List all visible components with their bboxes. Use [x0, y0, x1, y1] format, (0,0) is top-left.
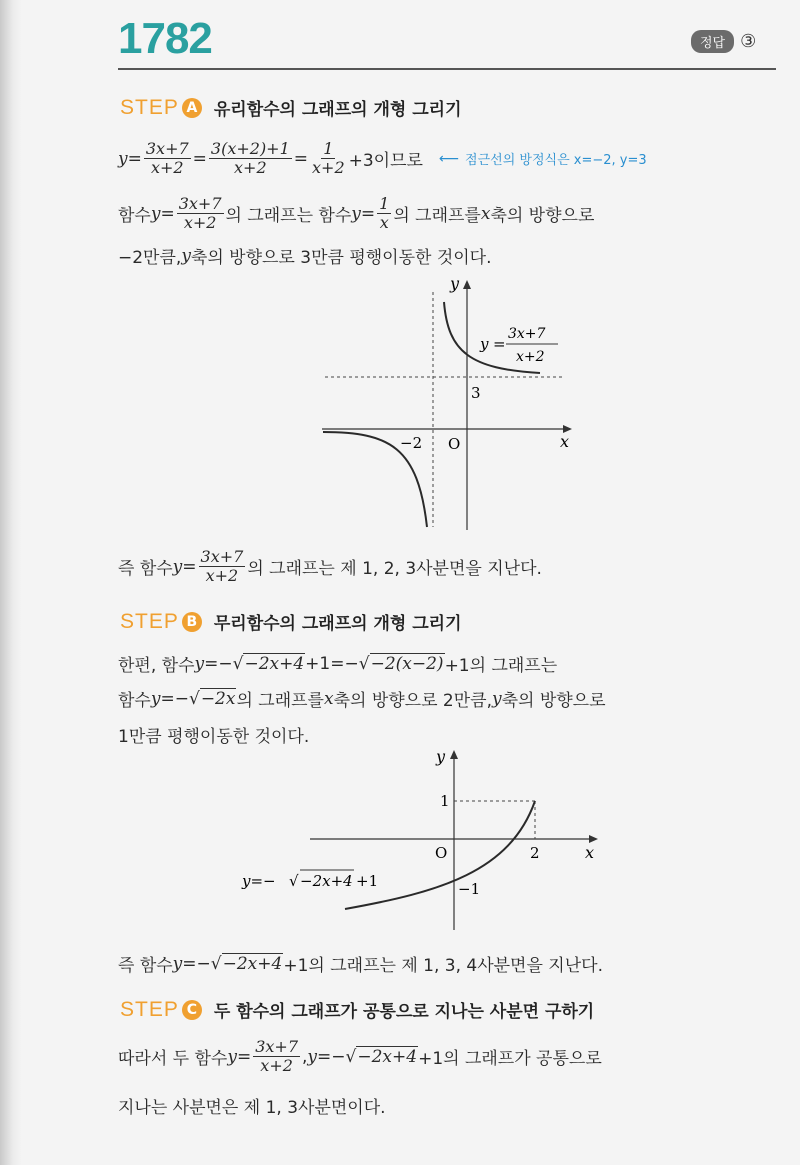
step-a-letter: A — [182, 98, 202, 118]
sqrt-icon: √ — [210, 953, 222, 974]
var-y: y — [351, 203, 361, 224]
radicand: −2(x−2) — [370, 654, 444, 674]
left-arrow-icon: ⟵ — [438, 150, 460, 167]
step-c-title: 두 함수의 그래프가 공통으로 지나는 사분면 구하기 — [213, 1002, 595, 1022]
step-a-heading — [120, 95, 462, 120]
text: 즉 함수 — [118, 956, 173, 976]
fraction — [199, 548, 246, 586]
f3-num: 1 — [323, 139, 334, 158]
var-y: y — [491, 688, 502, 709]
step-b-heading — [120, 609, 462, 634]
page-gutter-shadow — [0, 0, 22, 1165]
radicand: −2x+4 — [222, 954, 283, 974]
curve-label-radicand: −2x+4 — [300, 872, 353, 890]
equals: = — [127, 148, 142, 169]
text: +1의 그래프는 제 1, 3, 4사분면을 지난다. — [283, 956, 603, 976]
fraction-1 — [144, 140, 191, 178]
text: 한편, 함수 — [118, 656, 195, 676]
text: =− — [160, 688, 189, 709]
step-a-title: 유리함수의 그래프의 개형 그리기 — [213, 100, 462, 120]
curve-label-y: y — [480, 335, 489, 353]
text: 축의 방향으로 2만큼, — [333, 691, 492, 711]
step-b-line-2 — [118, 686, 606, 711]
y-arrow-icon — [463, 280, 471, 289]
text: 의 그래프는 제 1, 2, 3사분면을 지난다. — [247, 559, 542, 580]
step-c-heading — [120, 997, 594, 1022]
var-x: x — [480, 203, 491, 224]
fraction — [177, 195, 224, 233]
equals: = — [182, 556, 197, 577]
var-y: y — [172, 556, 183, 577]
x-axis-label: x — [585, 843, 595, 862]
var-y: y — [118, 148, 128, 169]
var-y: y — [181, 245, 191, 266]
f2-num: 3(x+2)+1 — [210, 139, 290, 158]
num: 3x+7 — [255, 1037, 298, 1056]
text: 축의 방향으로 — [490, 206, 595, 227]
step-b-line-1 — [118, 651, 557, 676]
curve-label-suffix: +1 — [356, 872, 379, 890]
den: x+2 — [183, 213, 217, 233]
var-y: y — [150, 688, 161, 709]
text: 함수 — [118, 691, 151, 711]
tick-neg-two: −2 — [400, 434, 423, 452]
text: 축의 방향으로 3만큼 평행이동한 것이다. — [190, 248, 492, 268]
curve-label-den: x+2 — [516, 349, 545, 365]
tick-three: 3 — [471, 384, 481, 402]
radicand: −2x+4 — [244, 654, 305, 674]
step-a-conclusion — [118, 548, 542, 586]
step-a-line-3 — [118, 243, 492, 268]
irrational-graph — [240, 742, 610, 934]
sqrt-icon: √ — [289, 872, 299, 890]
equals: = — [192, 148, 207, 169]
x-axis-label: x — [560, 432, 570, 451]
asymptote-note-text: 점근선의 방정식은 x=−2, y=3 — [465, 153, 647, 169]
var-x: x — [323, 688, 334, 709]
equation-tail: +3이므로 — [348, 151, 423, 172]
sqrt-icon: √ — [345, 1046, 357, 1067]
equals: = — [293, 148, 309, 169]
var-y: y — [307, 1046, 318, 1067]
step-b-title: 무리함수의 그래프의 개형 그리기 — [213, 614, 462, 634]
tick-two: 2 — [530, 844, 540, 862]
text: +1의 그래프가 공통으로 — [418, 1049, 602, 1070]
var-y: y — [172, 953, 183, 974]
sqrt-icon: √ — [232, 653, 244, 674]
text: =− — [317, 1046, 346, 1067]
fraction — [253, 1038, 300, 1076]
num: 1 — [379, 194, 390, 213]
asymptote-note — [439, 149, 647, 168]
radicand: −2x+4 — [357, 1047, 418, 1068]
step-c-word: STEP — [120, 997, 179, 1021]
answer-mark: ③ — [740, 31, 757, 52]
text: , — [302, 1046, 308, 1067]
text: −2만큼, — [118, 248, 182, 268]
fraction-3 — [310, 140, 347, 178]
fraction-2 — [209, 140, 292, 178]
answer-badge: 정답 — [691, 30, 734, 53]
step-b-letter: B — [182, 612, 202, 632]
sqrt-icon: √ — [358, 653, 370, 674]
text: +1의 그래프는 — [444, 656, 558, 676]
y-axis-label: y — [436, 747, 446, 766]
text: 1만큼 평행이동한 것이다. — [118, 727, 310, 747]
f1-num: 3x+7 — [145, 139, 189, 158]
step-c-line-2 — [118, 1093, 386, 1118]
rational-graph — [320, 272, 580, 534]
text: =− — [182, 953, 211, 974]
f2-den: x+2 — [234, 158, 267, 178]
origin-label: O — [448, 435, 461, 453]
num: 3x+7 — [178, 194, 222, 213]
curve-label-num: 3x+7 — [508, 326, 546, 342]
text: =− — [204, 653, 233, 674]
f3-den: x+2 — [312, 158, 345, 178]
tick-one: 1 — [440, 792, 450, 810]
fraction — [377, 195, 391, 233]
tick-neg-one: −1 — [458, 880, 481, 898]
text: 즉 함수 — [118, 559, 173, 580]
curve-label-eq: = — [493, 335, 506, 353]
den: x+2 — [205, 566, 239, 586]
var-y: y — [150, 203, 161, 224]
text: 의 그래프를 — [393, 206, 481, 227]
f1-den: x+2 — [150, 158, 184, 178]
var-y: y — [194, 653, 205, 674]
origin-label: O — [435, 844, 448, 862]
x-arrow-icon — [589, 835, 598, 843]
text: 의 그래프는 함수 — [225, 206, 352, 227]
text: 따라서 두 함수 — [118, 1049, 228, 1070]
sqrt-icon: √ — [188, 688, 200, 709]
step-c-line-1 — [118, 1038, 602, 1076]
text: +1=− — [305, 653, 359, 674]
step-b-conclusion — [118, 951, 603, 976]
num: 3x+7 — [200, 547, 244, 566]
den: x+2 — [260, 1056, 293, 1076]
text: 축의 방향으로 — [501, 691, 606, 711]
text: 함수 — [118, 206, 151, 227]
answer-box — [691, 30, 756, 53]
step-a-word: STEP — [120, 95, 179, 119]
var-y: y — [227, 1046, 237, 1067]
y-axis-label: y — [450, 274, 460, 293]
equals: = — [160, 203, 175, 224]
problem-number: 1782 — [118, 14, 212, 63]
step-a-equation — [118, 140, 647, 178]
text: 의 그래프를 — [236, 691, 324, 711]
radicand: −2x — [200, 689, 236, 709]
step-c-letter: C — [182, 1000, 202, 1020]
header-rule — [118, 68, 776, 70]
den: x — [379, 213, 389, 233]
curve-label-prefix: y=− — [242, 872, 276, 890]
step-b-word: STEP — [120, 609, 179, 633]
equals: = — [360, 203, 376, 224]
step-a-line-2 — [118, 195, 594, 233]
text: 지나는 사분면은 제 1, 3사분면이다. — [118, 1098, 386, 1118]
y-arrow-icon — [450, 750, 458, 759]
equals: = — [236, 1046, 252, 1067]
